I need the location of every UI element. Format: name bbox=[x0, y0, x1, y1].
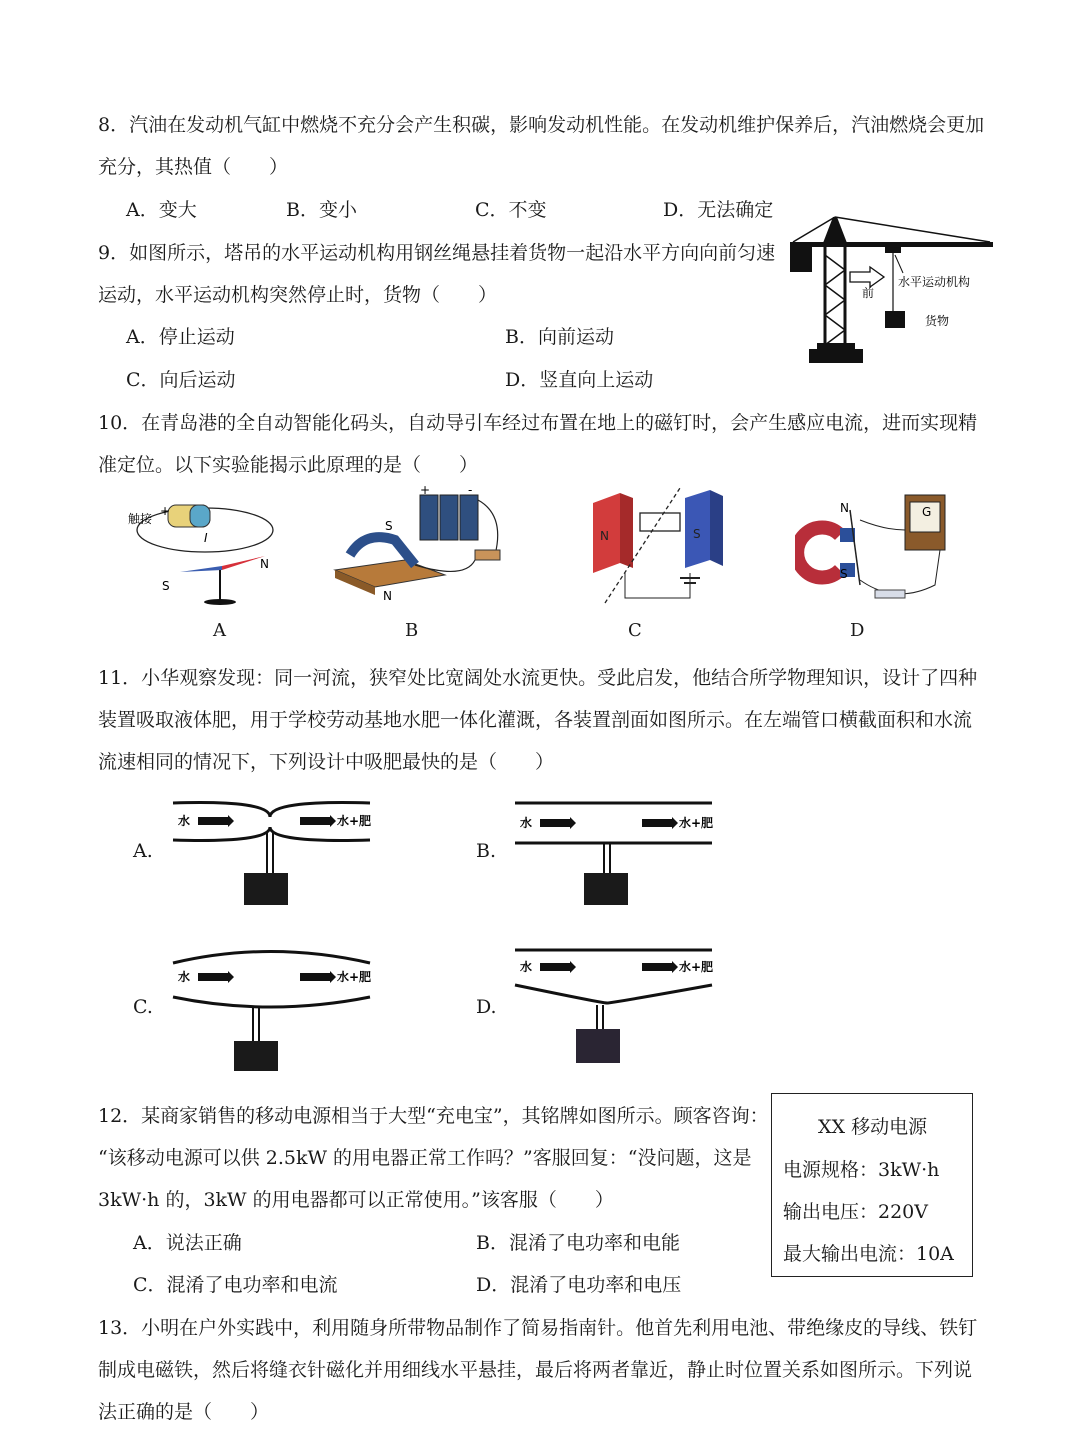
q10-figure-b bbox=[325, 485, 515, 610]
q11-stem-line2: 装置吸取液体肥，用于学校劳动基地水肥一体化灌溉，各装置剖面如图所示。在左端管口横截面积和水流 bbox=[98, 709, 973, 731]
nameplate-title: XX 移动电源 bbox=[818, 1116, 928, 1138]
q12-stem-line3: 3kW·h 的，3kW 的用电器都可以正常使用。”该客服（ ） bbox=[98, 1189, 614, 1211]
q11-option-a-label: A. bbox=[133, 840, 153, 862]
cargo-box bbox=[885, 311, 905, 328]
q10-figure-a bbox=[120, 490, 280, 615]
svg-text:N: N bbox=[260, 557, 269, 571]
svg-text:S: S bbox=[840, 567, 848, 581]
q12-stem-line1: 12．某商家销售的移动电源相当于大型“充电宝”，其铭牌如图所示。顾客咨询： bbox=[98, 1105, 769, 1127]
crane-mechanism-label: 水平运动机构 bbox=[898, 275, 971, 289]
q12-stem-line2: “该移动电源可以供 2.5kW 的用电器正常工作吗？”客服回复：“没问题，这是 bbox=[98, 1147, 752, 1169]
q9-option-b: B．向前运动 bbox=[505, 326, 614, 348]
svg-text:+: + bbox=[160, 504, 171, 518]
q10-caption-c: C bbox=[628, 620, 642, 641]
q8-stem-line2: 充分，其热值（ ） bbox=[98, 156, 289, 178]
svg-text:N: N bbox=[383, 589, 392, 603]
q12-option-a: A．说法正确 bbox=[133, 1232, 242, 1254]
svg-text:-: - bbox=[468, 485, 473, 497]
svg-text:I: I bbox=[204, 531, 208, 545]
q9-option-d: D．竖直向上运动 bbox=[505, 369, 654, 391]
q12-option-c: C．混淆了电功率和电流 bbox=[133, 1274, 338, 1296]
nameplate-current: 最大输出电流：10A bbox=[783, 1243, 954, 1265]
nameplate-voltage: 输出电压：220V bbox=[783, 1201, 928, 1223]
q10-stem-line2: 准定位。以下实验能揭示此原理的是（ ） bbox=[98, 454, 479, 476]
q10-figure-c bbox=[585, 478, 735, 608]
q11-stem-line1: 11．小华观察发现：同一河流，狭窄处比宽阔处水流更快。受此启发，他结合所学物理知识，设计了四种 bbox=[98, 667, 978, 689]
forward-arrow-icon bbox=[850, 267, 884, 287]
svg-text:S: S bbox=[162, 579, 170, 593]
q8-option-a: A．变大 bbox=[126, 199, 197, 221]
q11-option-c-label: C. bbox=[133, 996, 153, 1018]
q13-stem-line2: 制成电磁铁，然后将缝衣针磁化并用细线水平悬挂，最后将两者靠近，静止时位置关系如图所示。下列说 bbox=[98, 1359, 973, 1381]
svg-text:水+肥: 水+肥 bbox=[337, 814, 372, 828]
q12-option-d: D．混淆了电功率和电压 bbox=[476, 1274, 682, 1296]
svg-text:S: S bbox=[385, 519, 393, 533]
q10-caption-d: D bbox=[850, 620, 865, 641]
svg-text:水: 水 bbox=[178, 814, 191, 828]
q11-pipe-a bbox=[170, 795, 375, 910]
q10-caption-a: A bbox=[213, 620, 226, 641]
q9-option-c: C．向后运动 bbox=[126, 369, 236, 391]
q9-option-a: A．停止运动 bbox=[126, 326, 235, 348]
q10-stem-line1: 10．在青岛港的全自动智能化码头，自动导引车经过布置在地上的磁钉时，会产生感应电流，进而实现精 bbox=[98, 412, 978, 434]
svg-text:+: + bbox=[420, 485, 431, 497]
q10-figure-d bbox=[795, 490, 955, 610]
svg-text:G: G bbox=[922, 505, 932, 519]
crane-front-label: 前 bbox=[862, 286, 875, 300]
q10-caption-b: B bbox=[405, 620, 419, 641]
tower-crane-figure bbox=[785, 215, 995, 370]
q9-stem-line1: 9．如图所示，塔吊的水平运动机构用钢丝绳悬挂着货物一起沿水平方向向前匀速 bbox=[98, 242, 776, 264]
svg-text:水: 水 bbox=[520, 816, 533, 830]
q9-stem-line2: 运动，水平运动机构突然停止时，货物（ ） bbox=[98, 284, 498, 306]
q11-pipe-c bbox=[170, 945, 375, 1075]
svg-text:水+肥: 水+肥 bbox=[679, 960, 714, 974]
q11-option-b-label: B. bbox=[476, 840, 497, 862]
crane-cargo-label: 货物 bbox=[925, 314, 950, 328]
q8-option-c: C．不变 bbox=[475, 199, 547, 221]
svg-text:触接: 触接 bbox=[128, 512, 153, 526]
svg-text:水: 水 bbox=[178, 970, 191, 984]
q8-stem-line1: 8．汽油在发动机气缸中燃烧不充分会产生积碳，影响发动机性能。在发动机维护保养后，汽油燃烧会更加 bbox=[98, 114, 985, 136]
svg-text:N: N bbox=[600, 529, 609, 543]
q13-stem-line1: 13．小明在户外实践中，利用随身所带物品制作了简易指南针。他首先利用电池、带绝缘皮的导线、铁钉 bbox=[98, 1317, 978, 1339]
q13-stem-line3: 法正确的是（ ） bbox=[98, 1401, 270, 1423]
svg-text:水+肥: 水+肥 bbox=[679, 816, 714, 830]
svg-text:水: 水 bbox=[520, 960, 533, 974]
svg-text:S: S bbox=[693, 527, 701, 541]
q8-option-d: D．无法确定 bbox=[663, 199, 774, 221]
q11-pipe-b bbox=[512, 795, 717, 910]
svg-text:水+肥: 水+肥 bbox=[337, 970, 372, 984]
power-bank-nameplate bbox=[771, 1093, 973, 1277]
nameplate-spec: 电源规格：3kW·h bbox=[783, 1159, 940, 1181]
q11-stem-line3: 流速相同的情况下，下列设计中吸肥最快的是（ ） bbox=[98, 751, 555, 773]
q8-option-b: B．变小 bbox=[286, 199, 357, 221]
svg-text:N: N bbox=[840, 501, 849, 515]
q12-option-b: B．混淆了电功率和电能 bbox=[476, 1232, 680, 1254]
q11-pipe-d bbox=[512, 945, 717, 1070]
q11-option-d-label: D. bbox=[476, 996, 497, 1018]
